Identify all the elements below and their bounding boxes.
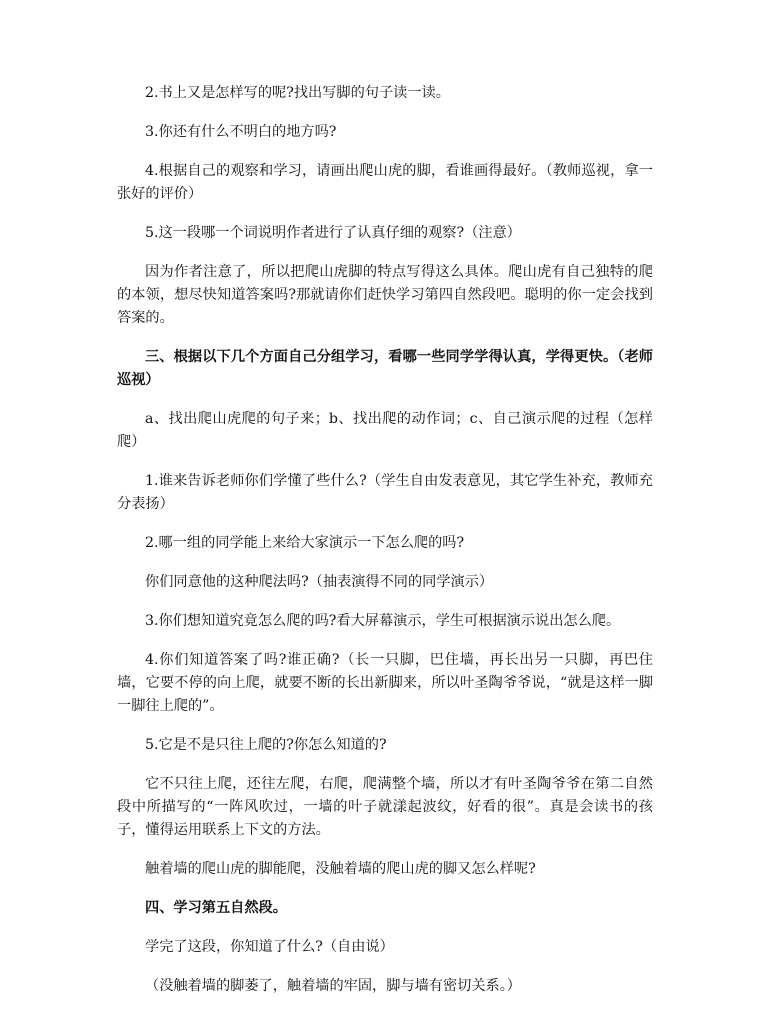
paragraph-step-5: 5.它是不是只往上爬的?你怎么知道的? [145,737,387,753]
paragraph-step-3: 3.你们想知道究竟怎么爬的吗?看大屏幕演示，学生可根据演示说出怎么爬。 [145,613,621,629]
document-page [117,82,653,1014]
paragraph-question-3: 3.你还有什么不明白的地方吗? [145,124,337,140]
section-heading-4: 四、学习第五自然段。 [145,900,287,916]
paragraph-summary-question: 学完了这段，你知道了什么?（自由说） [145,939,394,955]
paragraph-step-1: 1.谁来告诉老师你们学懂了些什么?（学生自由发表意见，其它学生补充，教师充分表扬） [117,473,653,512]
paragraph-step-4: 4.你们知道答案了吗?谁正确?（长一只脚，巴住墙，再长出另一只脚，再巴住墙，它要不停的向上爬，就要不断的长出新脚来，所以叶圣陶爷爷说，“就是这样一脚一脚往上爬的”。 [117,652,653,714]
paragraph-step-2: 2.哪一组的同学能上来给大家演示一下怎么爬的吗? [145,535,465,551]
paragraph-question-4: 4.根据自己的观察和学习，请画出爬山虎的脚，看谁画得最好。（教师巡视，拿一张好的评价） [117,163,653,202]
section-heading-3: 三、根据以下几个方面自己分组学习，看哪一些同学学得认真，学得更快。（老师巡视） [117,349,653,388]
paragraph-explanation: 因为作者注意了，所以把爬山虎脚的特点写得这么具体。爬山虎有自己独特的爬的本领，想尽快知道答案吗?那就请你们赶快学习第四自然段吧。聪明的你一定会找到答案的。 [117,264,653,326]
paragraph-agree-question: 你们同意他的这种爬法吗?（抽表演得不同的同学演示） [145,574,494,590]
paragraph-summary-answer: （没触着墙的脚萎了，触着墙的牢固，脚与墙有密切关系。） [145,978,521,994]
paragraph-climb-explanation: 它不只往上爬，还往左爬，右爬，爬满整个墙，所以才有叶圣陶爷爷在第二自然段中所描写的“一阵风吹过，一墙的叶子就漾起波纹，好看的很”。真是会读书的孩子，懂得运用联系上下文的方法。 [117,776,653,838]
paragraph-task-list: a、找出爬山虎爬的句子来；b、找出爬的动作词；c、自己演示爬的过程（怎样爬） [117,411,653,450]
paragraph-question-5: 5.这一段哪一个词说明作者进行了认真仔细的观察?（注意） [145,225,521,241]
paragraph-untouched-question: 触着墙的爬山虎的脚能爬，没触着墙的爬山虎的脚又怎么样呢? [145,861,536,877]
paragraph-question-2: 2.书上又是怎样写的呢?找出写脚的句子读一读。 [145,85,450,101]
